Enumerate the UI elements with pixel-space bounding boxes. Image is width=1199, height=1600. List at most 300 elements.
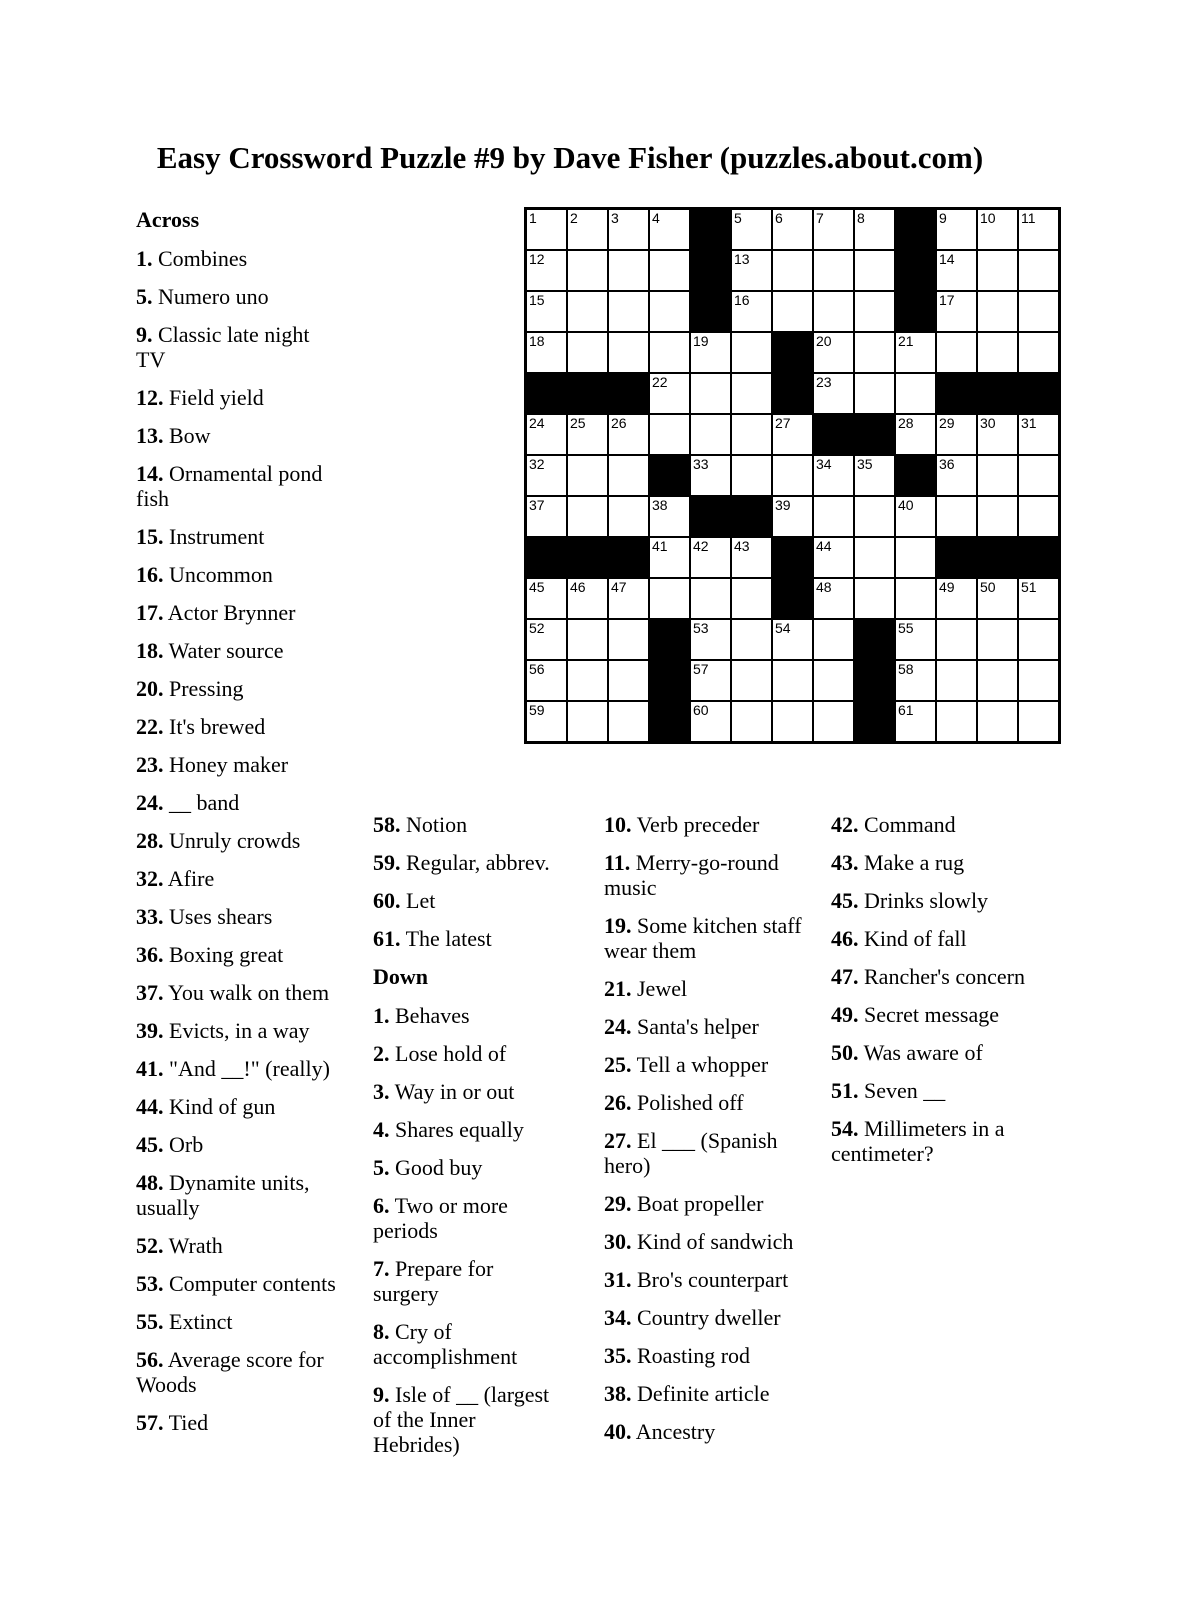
down-clue-24: 24. Santa's helper <box>604 1014 759 1039</box>
cell-number-59: 59 <box>529 702 545 718</box>
clue-number: 53. <box>136 1271 164 1296</box>
across-clue-33: 33. Uses shears <box>136 904 273 929</box>
grid-cell-r6c7[interactable] <box>773 415 812 454</box>
clue-number: 40. <box>604 1419 632 1444</box>
grid-cell-r4c2[interactable] <box>568 333 607 372</box>
clue-number: 15. <box>136 524 164 549</box>
grid-cell-r8c12[interactable] <box>978 497 1017 536</box>
down-clue-6: 6. Two or more periods <box>373 1193 508 1243</box>
black-cell <box>773 538 812 577</box>
grid-cell-r5c10[interactable] <box>896 374 935 413</box>
down-clue-9: 9. Isle of __ (largest of the Inner Hebrides) <box>373 1382 550 1457</box>
clue-number: 42. <box>831 812 859 837</box>
cell-number-25: 25 <box>570 415 586 431</box>
grid-cell-r13c8[interactable] <box>814 702 853 741</box>
clue-number: 61. <box>373 926 401 951</box>
grid-cell-r3c7[interactable] <box>773 292 812 331</box>
black-cell <box>568 374 607 413</box>
across-clue-12: 12. Field yield <box>136 385 264 410</box>
grid-cell-r7c1[interactable] <box>527 456 566 495</box>
clue-number: 57. <box>136 1410 164 1435</box>
grid-cell-r2c9[interactable] <box>855 251 894 290</box>
cell-number-7: 7 <box>816 210 824 226</box>
cell-number-11: 11 <box>1021 210 1036 226</box>
grid-cell-r3c4[interactable] <box>650 292 689 331</box>
grid-cell-r11c13[interactable] <box>1019 620 1058 659</box>
grid-cell-r5c9[interactable] <box>855 374 894 413</box>
black-cell <box>650 620 689 659</box>
down-clue-29: 29. Boat propeller <box>604 1191 764 1216</box>
across-clue-45: 45. Orb <box>136 1132 204 1157</box>
grid-cell-r1c11[interactable] <box>937 210 976 249</box>
cell-number-29: 29 <box>939 415 955 431</box>
clue-number: 39. <box>136 1018 164 1043</box>
cell-number-22: 22 <box>652 374 668 390</box>
clue-number: 46. <box>831 926 859 951</box>
grid-cell-r11c1[interactable] <box>527 620 566 659</box>
grid-cell-r1c8[interactable] <box>814 210 853 249</box>
grid-cell-r2c8[interactable] <box>814 251 853 290</box>
clue-number: 1. <box>136 246 153 271</box>
clue-number: 58. <box>373 812 401 837</box>
clue-number: 1. <box>373 1003 390 1028</box>
black-cell <box>855 620 894 659</box>
clue-number: 3. <box>373 1079 390 1104</box>
grid-cell-r7c6[interactable] <box>732 456 771 495</box>
grid-cell-r1c6[interactable] <box>732 210 771 249</box>
clue-number: 44. <box>136 1094 164 1119</box>
grid-cell-r8c11[interactable] <box>937 497 976 536</box>
grid-cell-r8c9[interactable] <box>855 497 894 536</box>
grid-cell-r3c2[interactable] <box>568 292 607 331</box>
clue-number: 45. <box>831 888 859 913</box>
across-clue-32: 32. Afire <box>136 866 215 891</box>
cell-number-52: 52 <box>529 620 545 636</box>
across-clue-58: 58. Notion <box>373 812 468 837</box>
grid-cell-r2c13[interactable] <box>1019 251 1058 290</box>
grid-cell-r3c12[interactable] <box>978 292 1017 331</box>
grid-cell-r1c7[interactable] <box>773 210 812 249</box>
clue-number: 5. <box>373 1155 390 1180</box>
grid-cell-r4c13[interactable] <box>1019 333 1058 372</box>
cell-number-43: 43 <box>734 538 750 554</box>
black-cell <box>691 210 730 249</box>
grid-cell-r11c2[interactable] <box>568 620 607 659</box>
grid-cell-r5c5[interactable] <box>691 374 730 413</box>
across-clue-39: 39. Evicts, in a way <box>136 1018 310 1043</box>
across-clue-18: 18. Water source <box>136 638 284 663</box>
grid-cell-r10c11[interactable] <box>937 579 976 618</box>
clue-number: 28. <box>136 828 164 853</box>
grid-cell-r1c12[interactable] <box>978 210 1017 249</box>
grid-cell-r6c12[interactable] <box>978 415 1017 454</box>
down-clue-31: 31. Bro's counterpart <box>604 1267 789 1292</box>
grid-cell-r13c11[interactable] <box>937 702 976 741</box>
down-clue-26: 26. Polished off <box>604 1090 744 1115</box>
cell-number-20: 20 <box>816 333 832 349</box>
black-cell <box>1019 538 1058 577</box>
clue-number: 41. <box>136 1056 164 1081</box>
grid-cell-r13c3[interactable] <box>609 702 648 741</box>
cell-number-16: 16 <box>734 292 750 308</box>
grid-cell-r11c3[interactable] <box>609 620 648 659</box>
cell-number-4: 4 <box>652 210 660 226</box>
grid-cell-r10c5[interactable] <box>691 579 730 618</box>
cell-number-57: 57 <box>693 661 709 677</box>
grid-cell-r10c2[interactable] <box>568 579 607 618</box>
grid-cell-r2c6[interactable] <box>732 251 771 290</box>
grid-cell-r11c5[interactable] <box>691 620 730 659</box>
clue-number: 56. <box>136 1347 164 1372</box>
clue-number: 2. <box>373 1041 390 1066</box>
grid-cell-r3c8[interactable] <box>814 292 853 331</box>
grid-cell-r13c10[interactable] <box>896 702 935 741</box>
grid-cell-r4c1[interactable] <box>527 333 566 372</box>
clue-number: 20. <box>136 676 164 701</box>
grid-cell-r10c3[interactable] <box>609 579 648 618</box>
down-clue-19: 19. Some kitchen staff wear them <box>604 913 802 963</box>
cell-number-3: 3 <box>611 210 619 226</box>
down-header: Down <box>373 964 429 989</box>
cell-number-24: 24 <box>529 415 545 431</box>
grid-cell-r6c10[interactable] <box>896 415 935 454</box>
across-clue-20: 20. Pressing <box>136 676 244 701</box>
grid-cell-r1c9[interactable] <box>855 210 894 249</box>
grid-cell-r8c8[interactable] <box>814 497 853 536</box>
grid-cell-r1c1[interactable] <box>527 210 566 249</box>
grid-cell-r2c1[interactable] <box>527 251 566 290</box>
black-cell <box>691 497 730 536</box>
clue-number: 23. <box>136 752 164 777</box>
down-clue-45: 45. Drinks slowly <box>831 888 989 913</box>
clue-column-across-end-down-start <box>373 812 563 1470</box>
down-clue-46: 46. Kind of fall <box>831 926 967 951</box>
grid-cell-r13c5[interactable] <box>691 702 730 741</box>
down-clue-10: 10. Verb preceder <box>604 812 760 837</box>
cell-number-39: 39 <box>775 497 791 513</box>
clue-number: 17. <box>136 600 164 625</box>
grid-cell-r1c3[interactable] <box>609 210 648 249</box>
grid-cell-r12c3[interactable] <box>609 661 648 700</box>
clue-number: 60. <box>373 888 401 913</box>
clue-number: 32. <box>136 866 164 891</box>
grid-cell-r12c6[interactable] <box>732 661 771 700</box>
grid-cell-r4c5[interactable] <box>691 333 730 372</box>
cell-number-12: 12 <box>529 251 545 267</box>
grid-cell-r2c7[interactable] <box>773 251 812 290</box>
cell-number-42: 42 <box>693 538 709 554</box>
grid-cell-r6c6[interactable] <box>732 415 771 454</box>
clue-number: 43. <box>831 850 859 875</box>
clue-number: 55. <box>136 1309 164 1334</box>
down-clue-5: 5. Good buy <box>373 1155 483 1180</box>
cell-number-53: 53 <box>693 620 709 636</box>
clue-number: 14. <box>136 461 164 486</box>
clue-number: 47. <box>831 964 859 989</box>
grid-cell-r7c7[interactable] <box>773 456 812 495</box>
grid-cell-r12c5[interactable] <box>691 661 730 700</box>
grid-cell-r8c1[interactable] <box>527 497 566 536</box>
grid-cell-r4c10[interactable] <box>896 333 935 372</box>
black-cell <box>527 538 566 577</box>
cell-number-54: 54 <box>775 620 791 636</box>
down-clue-35: 35. Roasting rod <box>604 1343 751 1368</box>
down-clue-3: 3. Way in or out <box>373 1079 515 1104</box>
grid-cell-r6c1[interactable] <box>527 415 566 454</box>
grid-cell-r3c11[interactable] <box>937 292 976 331</box>
grid-cell-r13c2[interactable] <box>568 702 607 741</box>
grid-cell-r7c12[interactable] <box>978 456 1017 495</box>
cell-number-40: 40 <box>898 497 914 513</box>
black-cell <box>527 374 566 413</box>
grid-cell-r13c6[interactable] <box>732 702 771 741</box>
grid-cell-r10c9[interactable] <box>855 579 894 618</box>
across-clue-23: 23. Honey maker <box>136 752 289 777</box>
grid-cell-r6c11[interactable] <box>937 415 976 454</box>
grid-cell-r11c12[interactable] <box>978 620 1017 659</box>
grid-cell-r10c8[interactable] <box>814 579 853 618</box>
across-clue-48: 48. Dynamite units, usually <box>136 1170 310 1220</box>
cell-number-48: 48 <box>816 579 832 595</box>
clue-number: 11. <box>604 850 631 875</box>
cell-number-6: 6 <box>775 210 783 226</box>
clue-number: 34. <box>604 1305 632 1330</box>
across-clue-56: 56. Average score for Woods <box>136 1347 324 1397</box>
down-clue-4: 4. Shares equally <box>373 1117 524 1142</box>
grid-cell-r4c8[interactable] <box>814 333 853 372</box>
clue-number: 21. <box>604 976 632 1001</box>
down-clue-11: 11. Merry-go-round music <box>604 850 779 900</box>
across-clue-22: 22. It's brewed <box>136 714 266 739</box>
grid-cell-r6c2[interactable] <box>568 415 607 454</box>
black-cell <box>773 579 812 618</box>
grid-cell-r8c13[interactable] <box>1019 497 1058 536</box>
down-clue-25: 25. Tell a whopper <box>604 1052 769 1077</box>
across-clue-28: 28. Unruly crowds <box>136 828 301 853</box>
clue-number: 52. <box>136 1233 164 1258</box>
cell-number-31: 31 <box>1021 415 1037 431</box>
cell-number-35: 35 <box>857 456 873 472</box>
grid-cell-r9c10[interactable] <box>896 538 935 577</box>
grid-cell-r9c5[interactable] <box>691 538 730 577</box>
grid-cell-r12c11[interactable] <box>937 661 976 700</box>
across-clue-36: 36. Boxing great <box>136 942 284 967</box>
down-clue-54: 54. Millimeters in a centimeter? <box>831 1116 1005 1166</box>
grid-cell-r10c12[interactable] <box>978 579 1017 618</box>
grid-cell-r10c1[interactable] <box>527 579 566 618</box>
grid-cell-r7c3[interactable] <box>609 456 648 495</box>
cell-number-32: 32 <box>529 456 545 472</box>
grid-cell-r3c6[interactable] <box>732 292 771 331</box>
grid-cell-r7c2[interactable] <box>568 456 607 495</box>
black-cell <box>650 661 689 700</box>
grid-cell-r4c3[interactable] <box>609 333 648 372</box>
black-cell <box>855 415 894 454</box>
clue-number: 50. <box>831 1040 859 1065</box>
grid-cell-r9c6[interactable] <box>732 538 771 577</box>
across-clue-60: 60. Let <box>373 888 436 913</box>
grid-cell-r2c11[interactable] <box>937 251 976 290</box>
clue-number: 29. <box>604 1191 632 1216</box>
grid-cell-r3c9[interactable] <box>855 292 894 331</box>
clue-number: 12. <box>136 385 164 410</box>
clue-number: 24. <box>136 790 164 815</box>
grid-cell-r4c6[interactable] <box>732 333 771 372</box>
across-clue-14: 14. Ornamental pond fish <box>136 461 323 511</box>
grid-cell-r7c5[interactable] <box>691 456 730 495</box>
page-title: Easy Crossword Puzzle #9 by Dave Fisher (puzzles.about.com) <box>156 140 984 175</box>
clue-number: 25. <box>604 1052 632 1077</box>
cell-number-46: 46 <box>570 579 586 595</box>
cell-number-51: 51 <box>1021 579 1037 595</box>
grid-cell-r6c3[interactable] <box>609 415 648 454</box>
grid-cell-r1c13[interactable] <box>1019 210 1058 249</box>
grid-cell-r12c10[interactable] <box>896 661 935 700</box>
grid-cell-r13c7[interactable] <box>773 702 812 741</box>
clue-number: 31. <box>604 1267 632 1292</box>
grid-cell-r2c3[interactable] <box>609 251 648 290</box>
grid-cell-r13c12[interactable] <box>978 702 1017 741</box>
clue-number: 7. <box>373 1256 390 1281</box>
grid-cell-r7c8[interactable] <box>814 456 853 495</box>
cell-number-9: 9 <box>939 210 947 226</box>
down-clue-47: 47. Rancher's concern <box>831 964 1025 989</box>
grid-cell-r5c4[interactable] <box>650 374 689 413</box>
across-clue-52: 52. Wrath <box>136 1233 223 1258</box>
clue-number: 35. <box>604 1343 632 1368</box>
grid-cell-r8c3[interactable] <box>609 497 648 536</box>
clue-column-across <box>136 207 342 1448</box>
grid-cell-r8c2[interactable] <box>568 497 607 536</box>
black-cell <box>609 538 648 577</box>
grid-cell-r4c11[interactable] <box>937 333 976 372</box>
cell-number-55: 55 <box>898 620 914 636</box>
cell-number-15: 15 <box>529 292 545 308</box>
grid-cell-r7c9[interactable] <box>855 456 894 495</box>
grid-cell-r4c12[interactable] <box>978 333 1017 372</box>
grid-cell-r4c4[interactable] <box>650 333 689 372</box>
grid-cell-r6c13[interactable] <box>1019 415 1058 454</box>
grid-cell-r12c12[interactable] <box>978 661 1017 700</box>
grid-cell-r2c4[interactable] <box>650 251 689 290</box>
cell-number-28: 28 <box>898 415 914 431</box>
grid-cell-r11c6[interactable] <box>732 620 771 659</box>
grid-cell-r10c13[interactable] <box>1019 579 1058 618</box>
grid-cell-r2c2[interactable] <box>568 251 607 290</box>
down-clue-30: 30. Kind of sandwich <box>604 1229 794 1254</box>
down-clue-8: 8. Cry of accomplishment <box>373 1319 518 1369</box>
grid-cell-r2c12[interactable] <box>978 251 1017 290</box>
grid-cell-r10c4[interactable] <box>650 579 689 618</box>
across-clue-59: 59. Regular, abbrev. <box>373 850 550 875</box>
clue-number: 13. <box>136 423 164 448</box>
grid-cell-r1c2[interactable] <box>568 210 607 249</box>
grid-cell-r7c13[interactable] <box>1019 456 1058 495</box>
grid-cell-r10c6[interactable] <box>732 579 771 618</box>
grid-cell-r11c8[interactable] <box>814 620 853 659</box>
cell-number-18: 18 <box>529 333 545 349</box>
grid-cell-r12c13[interactable] <box>1019 661 1058 700</box>
grid-cell-r11c10[interactable] <box>896 620 935 659</box>
grid-cell-r8c10[interactable] <box>896 497 935 536</box>
grid-cell-r6c5[interactable] <box>691 415 730 454</box>
down-clue-1: 1. Behaves <box>373 1003 470 1028</box>
clue-number: 37. <box>136 980 164 1005</box>
cell-number-34: 34 <box>816 456 832 472</box>
grid-cell-r9c9[interactable] <box>855 538 894 577</box>
grid-cell-r9c4[interactable] <box>650 538 689 577</box>
cell-number-13: 13 <box>734 251 750 267</box>
clue-number: 18. <box>136 638 164 663</box>
clue-number: 36. <box>136 942 164 967</box>
grid-cell-r5c6[interactable] <box>732 374 771 413</box>
down-clue-2: 2. Lose hold of <box>373 1041 507 1066</box>
across-clue-17: 17. Actor Brynner <box>136 600 296 625</box>
across-clue-15: 15. Instrument <box>136 524 265 549</box>
grid-cell-r11c7[interactable] <box>773 620 812 659</box>
across-clue-16: 16. Uncommon <box>136 562 273 587</box>
across-clue-37: 37. You walk on them <box>136 980 330 1005</box>
black-cell <box>814 415 853 454</box>
grid-cell-r6c4[interactable] <box>650 415 689 454</box>
grid-cell-r5c8[interactable] <box>814 374 853 413</box>
cell-number-38: 38 <box>652 497 668 513</box>
grid-cell-r13c1[interactable] <box>527 702 566 741</box>
grid-cell-r1c4[interactable] <box>650 210 689 249</box>
clue-column-down-end <box>831 812 1026 1179</box>
cell-number-1: 1 <box>529 210 537 226</box>
clue-number: 27. <box>604 1128 632 1153</box>
grid-cell-r3c3[interactable] <box>609 292 648 331</box>
cell-number-36: 36 <box>939 456 955 472</box>
grid-cell-r10c10[interactable] <box>896 579 935 618</box>
grid-cell-r12c2[interactable] <box>568 661 607 700</box>
across-clue-57: 57. Tied <box>136 1410 209 1435</box>
clue-number: 54. <box>831 1116 859 1141</box>
cell-number-50: 50 <box>980 579 996 595</box>
black-cell <box>978 538 1017 577</box>
black-cell <box>978 374 1017 413</box>
grid-cell-r4c9[interactable] <box>855 333 894 372</box>
clue-number: 45. <box>136 1132 164 1157</box>
cell-number-37: 37 <box>529 497 545 513</box>
clue-number: 51. <box>831 1078 859 1103</box>
grid-cell-r8c4[interactable] <box>650 497 689 536</box>
grid-cell-r13c13[interactable] <box>1019 702 1058 741</box>
grid-cell-r12c8[interactable] <box>814 661 853 700</box>
grid-cell-r7c11[interactable] <box>937 456 976 495</box>
cell-number-49: 49 <box>939 579 955 595</box>
grid-cell-r8c7[interactable] <box>773 497 812 536</box>
grid-cell-r3c1[interactable] <box>527 292 566 331</box>
grid-cell-r3c13[interactable] <box>1019 292 1058 331</box>
black-cell <box>691 251 730 290</box>
across-clue-44: 44. Kind of gun <box>136 1094 276 1119</box>
black-cell <box>855 702 894 741</box>
cell-number-8: 8 <box>857 210 865 226</box>
black-cell <box>650 456 689 495</box>
across-clue-24: 24. __ band <box>136 790 240 815</box>
grid-cell-r11c11[interactable] <box>937 620 976 659</box>
down-clue-42: 42. Command <box>831 812 956 837</box>
grid-cell-r9c8[interactable] <box>814 538 853 577</box>
black-cell <box>773 374 812 413</box>
clue-number: 6. <box>373 1193 390 1218</box>
grid-cell-r12c7[interactable] <box>773 661 812 700</box>
clue-number: 30. <box>604 1229 632 1254</box>
black-cell <box>855 661 894 700</box>
grid-cell-r12c1[interactable] <box>527 661 566 700</box>
